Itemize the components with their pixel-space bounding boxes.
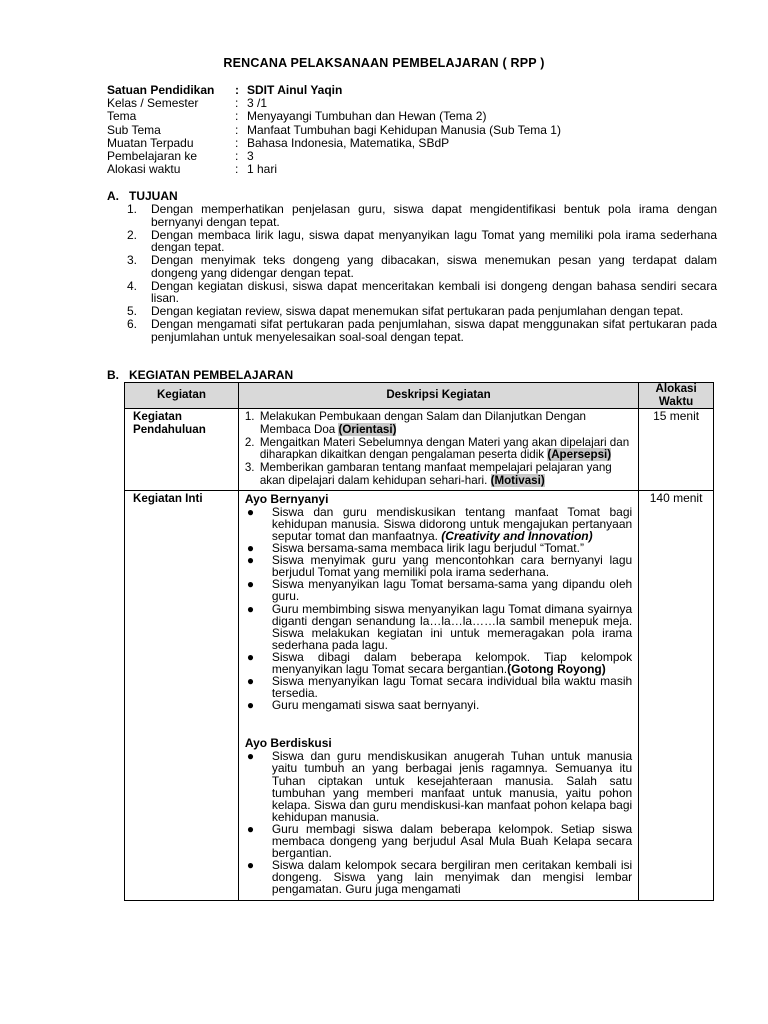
item-text: Siswa dalam kelompok secara bergiliran men ceritakan kembali isi dongeng. Siswa yang lain menyimak dan mengisi lembar pengamatan. Guru juga mengamati xyxy=(271,858,633,897)
item-number: 6. xyxy=(127,317,138,332)
list-item xyxy=(245,750,632,823)
phase-tag: (Apersepsi) xyxy=(547,448,612,462)
identity-sep: : xyxy=(235,122,239,137)
section-a-heading xyxy=(107,189,178,203)
table-row xyxy=(125,409,714,491)
list-item xyxy=(245,437,634,463)
item-number: 4. xyxy=(127,278,138,293)
section-letter: A. xyxy=(107,189,119,203)
list-item xyxy=(245,578,632,602)
list-item xyxy=(127,229,717,254)
item-number: 5. xyxy=(127,304,138,319)
section-letter: B. xyxy=(107,368,119,382)
item-number: 2. xyxy=(127,227,138,242)
item-text: Siswa dan guru mendiskusikan tentang manfaat Tomat bagi kehidupan manusia. Siswa didorong untuk mengajukan pertanyaan seputar tomat dan manfaatnya. xyxy=(271,504,633,543)
item-emphasis: (Creativity and Innovation) xyxy=(441,528,593,543)
tujuan-list xyxy=(127,203,717,344)
item-text: Memberikan gambaran tentang manfaat mempelajari pelajaran yang akan dipelajari dalam kehidupan sehari-hari. xyxy=(259,461,612,487)
identity-value: 1 hari xyxy=(247,162,278,177)
identity-key: Alokasi waktu xyxy=(107,162,181,177)
bullet-icon: ● xyxy=(246,698,255,713)
identity-sep: : xyxy=(235,148,239,163)
identity-key: Sub Tema xyxy=(107,122,161,137)
item-text: Guru membagi siswa dalam beberapa kelompok. Setiap siswa membaca dongeng yang berjudul Asal Mula Buah Kelapa secara bergantian. xyxy=(271,821,633,861)
header-alokasi: Alokasi Waktu xyxy=(639,383,714,409)
table-header-row xyxy=(125,383,714,409)
phase-tag: (Orientasi) xyxy=(338,422,397,436)
item-number: 1. xyxy=(127,202,138,216)
kegiatan-table xyxy=(124,382,714,901)
list-item xyxy=(245,411,634,437)
bullet-icon: ● xyxy=(246,821,255,836)
identity-row xyxy=(107,84,727,97)
bullet-icon: ● xyxy=(246,649,255,664)
identity-row xyxy=(107,150,727,163)
identity-key: Satuan Pendidikan xyxy=(107,83,215,97)
identity-sep: : xyxy=(235,162,239,177)
item-text: Dengan kegiatan review, siswa dapat menemukan sifat pertukaran pada penjumlahan dengan tepat. xyxy=(151,304,684,319)
identity-row xyxy=(107,163,727,176)
bullet-icon: ● xyxy=(246,601,255,616)
list-item xyxy=(245,651,632,675)
item-text: Guru mengamati siswa saat bernyanyi. xyxy=(271,698,480,713)
header-kegiatan: Kegiatan xyxy=(125,383,239,409)
item-text: Guru membimbing siswa menyanyikan lagu Tomat dimana syairnya diganti dengan senandung la…la…la……la sambil menepuk meja. Siswa melakukan kegiatan ini untuk memeragakan pola irama sederhana pada lagu. xyxy=(271,601,633,652)
kegiatan-pendahuluan-label: Kegiatan Pendahuluan xyxy=(125,409,239,491)
identity-value: Manfaat Tumbuhan bagi Kehidupan Manusia (Sub Tema 1) xyxy=(247,122,561,137)
item-text: Dengan memperhatikan penjelasan guru, siswa dapat mengidentifikasi bentuk pola irama dengan bernyanyi dengan tepat. xyxy=(151,202,717,229)
list-item xyxy=(245,603,632,651)
list-item xyxy=(245,823,632,859)
identity-row xyxy=(107,137,727,150)
pendahuluan-description xyxy=(238,409,638,491)
identity-sep: : xyxy=(235,135,239,150)
bullet-icon: ● xyxy=(246,749,255,764)
identity-value: 3 xyxy=(247,148,254,163)
item-text: Melakukan Pembukaan dengan Salam dan Dilanjutkan Dengan Membaca Doa xyxy=(259,410,586,436)
identity-sep: : xyxy=(235,83,239,97)
item-number: 1. xyxy=(244,410,255,423)
list-item xyxy=(127,254,717,279)
item-text: Siswa bersama-sama membaca lirik lagu berjudul “Tomat.” xyxy=(271,541,584,556)
ayo-berdiskusi-heading: Ayo Berdiskusi xyxy=(244,736,332,751)
item-number: 2. xyxy=(244,435,255,449)
identity-row xyxy=(107,110,727,123)
bullet-icon: ● xyxy=(246,858,255,873)
item-text: Siswa dan guru mendiskusikan anugerah Tuhan untuk manusia yaitu tumbuh an yang berbagai jenis ragamnya. Semuanya itu Tuhan ciptakan untuk kesejahteraan manusia. Salah satu tumbuhan yang memberi manfaat untuk manusia, yaitu pohon kelapa. Siswa dan guru mendiskusi-kan manfaat pohon kelapa bagi kehidupan manusia. xyxy=(271,749,633,824)
list-item xyxy=(127,203,717,228)
phase-tag: (Motivasi) xyxy=(490,473,545,487)
identity-key: Tema xyxy=(107,109,137,124)
item-text: Siswa menyimak guru yang mencontohkan cara bernyanyi lagu berjudul Tomat yang memiliki pola irama sederhana. xyxy=(271,553,633,580)
item-emphasis: (Gotong Royong) xyxy=(507,662,606,676)
item-number: 3. xyxy=(244,461,255,475)
list-item xyxy=(245,554,632,578)
item-text: Dengan mengamati sifat pertukaran pada penjumlahan, siswa dapat menggunakan sifat pertukaran pada penjumlahan untuk menyelesaikan soal-soal dengan tepat. xyxy=(151,317,717,344)
list-item xyxy=(245,462,634,488)
bullet-icon: ● xyxy=(246,504,255,519)
identity-key: Kelas / Semester xyxy=(107,96,199,111)
item-number: 3. xyxy=(127,253,138,268)
list-item xyxy=(127,318,717,343)
identity-key: Pembelajaran ke xyxy=(107,148,198,163)
list-item xyxy=(245,859,632,895)
identity-value: Bahasa Indonesia, Matematika, SBdP xyxy=(247,135,450,150)
list-item xyxy=(245,675,632,699)
item-text: Siswa dibagi dalam beberapa kelompok. Tiap kelompok menyanyikan lagu Tomat secara bergantian. xyxy=(271,649,633,676)
inti-description xyxy=(238,490,638,900)
list-item xyxy=(245,506,632,542)
header-deskripsi: Deskripsi Kegiatan xyxy=(238,383,638,409)
ayo-bernyanyi-heading: Ayo Bernyanyi xyxy=(244,491,329,506)
kegiatan-inti-label: Kegiatan Inti xyxy=(125,490,239,900)
item-text: Dengan membaca lirik lagu, siswa dapat menyanyikan lagu Tomat yang memiliki pola irama sederhana dengan tepat. xyxy=(151,227,717,255)
table-row xyxy=(125,490,714,900)
identity-block xyxy=(107,84,727,176)
list-item xyxy=(127,280,717,305)
list-item xyxy=(245,699,632,711)
document-title: RENCANA PELAKSANAAN PEMBELAJARAN ( RPP ) xyxy=(223,56,545,70)
bullet-icon: ● xyxy=(246,553,255,568)
bullet-icon: ● xyxy=(246,541,255,556)
list-item xyxy=(127,305,717,318)
bullet-icon: ● xyxy=(246,577,255,592)
section-title: KEGIATAN PEMBELAJARAN xyxy=(129,368,294,382)
identity-key: Muatan Terpadu xyxy=(107,135,194,150)
item-text: Mengaitkan Materi Sebelumnya dengan Materi yang akan dipelajari dan diharapkan dikaitkan dengan pengalaman peserta didik xyxy=(259,435,630,462)
identity-sep: : xyxy=(235,109,239,124)
identity-sep: : xyxy=(235,96,239,111)
item-text: Siswa menyanyikan lagu Tomat secara individual bila waktu masih tersedia. xyxy=(271,674,633,701)
spacer xyxy=(245,711,632,737)
bullet-icon: ● xyxy=(246,674,255,689)
item-text: Dengan kegiatan diskusi, siswa dapat menceritakan kembali isi dongeng dengan bahasa sendiri secara lisan. xyxy=(151,278,717,306)
section-b-heading xyxy=(107,368,293,382)
identity-value: Menyayangi Tumbuhan dan Hewan (Tema 2) xyxy=(247,109,487,124)
identity-value: SDIT Ainul Yaqin xyxy=(247,83,343,97)
pendahuluan-time: 15 menit xyxy=(639,409,714,491)
inti-time: 140 menit xyxy=(639,490,714,900)
identity-value: 3 /1 xyxy=(247,96,268,111)
section-title: TUJUAN xyxy=(129,189,178,203)
item-text: Siswa menyanyikan lagu Tomat bersama-sama yang dipandu oleh guru. xyxy=(271,577,633,604)
item-text: Dengan menyimak teks dongeng yang dibacakan, siswa menemukan pesan yang terdapat dalam dongeng yang didengar dengan tepat. xyxy=(151,253,717,280)
identity-row xyxy=(107,124,727,137)
